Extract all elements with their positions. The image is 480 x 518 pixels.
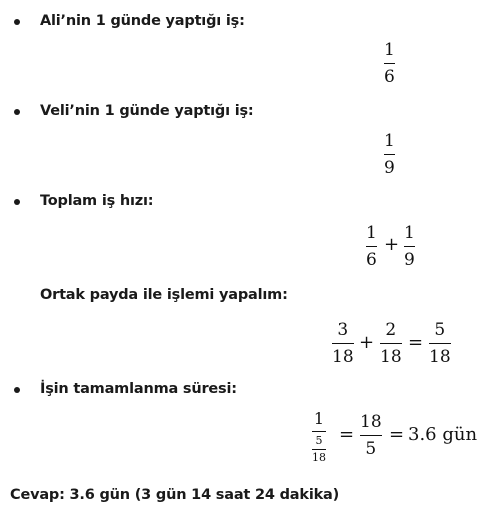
inner-denominator: 18 [312,451,326,465]
ali-rate-denominator: 6 [384,67,395,88]
common-fraction-a [332,320,354,367]
fraction-bar [380,343,402,344]
bullet-4 [14,387,20,393]
plus-operator: + [359,332,375,353]
fraction-bar [404,246,415,247]
completion-complex-fraction [312,410,326,464]
bullet-1 [14,19,20,25]
inner-numerator: 5 [315,434,323,448]
fraction-bar [429,343,451,344]
bullet-3 [14,199,20,205]
completion-result: 3.6 gün [408,424,478,445]
denominator: 18 [380,347,402,368]
total-rate-fraction-a [366,223,377,270]
ali-rate-numerator: 1 [384,40,395,60]
inner-fraction [312,435,326,464]
denominator: 6 [366,250,377,271]
numerator: 1 [313,409,325,428]
completion-fraction-result [360,412,382,459]
fraction-bar [360,435,382,436]
denominator: 18 [429,347,451,368]
numerator: 2 [385,320,397,340]
fraction-bar [332,343,354,344]
denominator: 5 [365,439,377,460]
veli-rate-fraction [384,131,395,178]
denominator: 18 [332,347,354,368]
veli-rate-numerator: 1 [384,131,395,151]
fraction-bar [384,154,395,155]
denominator: 9 [404,250,415,271]
equals-operator: = [339,424,355,445]
numerator: 1 [404,223,415,243]
common-fraction-result [429,320,451,367]
fraction-bar [384,63,395,64]
fraction-bar [312,431,326,432]
item-completion-label: İşin tamamlanma süresi: [40,381,237,397]
ali-rate-fraction [384,40,395,87]
item-veli-label: Veli’nin 1 günde yaptığı iş: [40,103,254,119]
numerator: 3 [337,320,349,340]
veli-rate-denominator: 9 [384,158,395,179]
item-ali-label: Ali’nin 1 günde yaptığı iş: [40,13,245,29]
numerator: 18 [360,412,382,432]
plus-operator: + [384,234,400,255]
item-total-rate-label: Toplam iş hızı: [40,193,154,209]
total-rate-fraction-b [404,223,415,270]
equals-operator: = [408,332,424,353]
fraction-bar [312,449,326,450]
fraction-bar [366,246,377,247]
numerator: 5 [434,320,446,340]
numerator: 1 [366,223,377,243]
equals-operator: = [389,424,405,445]
common-fraction-b [380,320,402,367]
bullet-2 [14,109,20,115]
common-denominator-label: Ortak payda ile işlemi yapalım: [40,287,288,303]
answer-line: Cevap: 3.6 gün (3 gün 14 saat 24 dakika) [10,487,340,503]
